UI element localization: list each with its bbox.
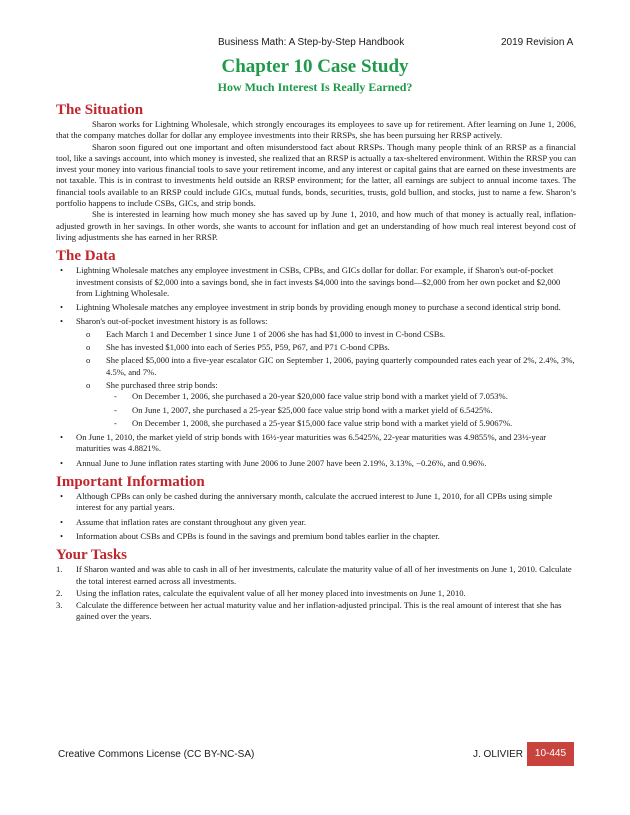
page-subtitle: How Much Interest Is Really Earned? <box>217 80 413 94</box>
list-item: o She purchased three strip bonds: - On December 1, 2006, she purchased a 20-year $20,000 face value strip bond with a market yield of 7.053%. - On June 1, 2007, she purchased a 25-year $25,000 face value strip bond with a market yield of 6.5425%. - On December 1, 2008, she purchased a 25-year $15,000 face value strip bond with a market yield of 5.9067%. <box>76 380 576 429</box>
section-data <box>56 247 576 469</box>
list-item: - On June 1, 2007, she purchased a 25-year $25,000 face value strip bond with a market yield of 6.5425%. <box>114 404 493 415</box>
page-number-badge: 10-445 <box>527 742 574 766</box>
book-title: Business Math: A Step-by-Step Handbook <box>218 37 405 48</box>
list-item: • Information about CSBs and CPBs is found in the savings and premium bond tables earlier in the chapter. <box>60 530 440 541</box>
history-list <box>76 329 576 429</box>
dash-bullet-icon: - <box>114 404 117 415</box>
tasks-heading: Your Tasks <box>56 547 128 564</box>
important-heading: Important Information <box>56 474 205 491</box>
section-tasks <box>56 546 576 622</box>
list-item: • Lightning Wholesale matches any employee investment in strip bonds by providing enough money to purchase a second identical strip bond. <box>60 302 561 313</box>
list-item: - On December 1, 2008, she purchased a 25-year $15,000 face value strip bond with a market yield of 5.9067%. <box>114 417 513 428</box>
list-item: • Assume that inflation rates are constant throughout any given year. <box>60 516 307 527</box>
situation-paragraph: She is interested in learning how much money she has saved up by June 1, 2010, and how much of that money is actually real, inflation-adjusted growth in her savings. In other words, she wants to account for inflation and get an understanding of how much real interest beyond cost of living adjustments she has earned in her RRSP. <box>56 209 576 242</box>
list-item: 1. If Sharon wanted and was able to cash in all of her investments, calculate the maturity value of all of her investments on June 1, 2010. Calculate the total interest earned across all investments. <box>56 564 572 586</box>
page-content <box>56 101 576 624</box>
bullet-icon: • <box>60 302 64 313</box>
data-list <box>56 265 576 469</box>
tasks-list <box>56 564 576 622</box>
circle-bullet-icon: o <box>86 355 91 366</box>
dash-bullet-icon: - <box>114 391 117 402</box>
situation-paragraph: Sharon soon figured out one important and often misunderstood fact about RRSPs. Though many people think of an RRSP as a financial tool, like a savings account, into which money is invested, she realized that an RRSP is actually a tax-sheltered environment. Within the RRSP you can invest your money into various financial tools to save your retirement income, and any interest or capital gains that are earned on these investments are not taxable. This is in contrast to investments held outside an RRSP environment; for the latter, all earnings are subject to annual income taxes. The financial tools available to an RRSP could include GICs, mutual funds, bonds, securities, trusts, gold bullion, and stocks, just to name a few. Sharon’s portfolio happens to include CSBs, GICs, and strip bonds. <box>56 141 576 209</box>
bullet-icon: • <box>60 432 64 443</box>
list-item: • Lightning Wholesale matches any employee investment in CSBs, CPBs, and GICs dollar for dollar. For example, if Sharon's out-of-pocket investment consists of $2,000 into a savings bond, she in fact invests $4,000 into the savings bond—$2,000 from her own pocket and $2,000 from Lightning Wholesale. <box>60 265 561 298</box>
strip-bond-list <box>106 391 576 429</box>
list-item: • On June 1, 2010, the market yield of strip bonds with 16½-year maturities was 6.5425%, 22-year maturities was 4.9855%, and 23½-year maturities was 4.8821%. <box>60 432 547 454</box>
list-item: 3. Calculate the difference between her actual maturity value and her inflation-adjusted principal. This is the real amount of interest that she has gained over the years. <box>56 600 562 622</box>
bullet-icon: • <box>60 516 64 527</box>
section-situation <box>56 101 576 243</box>
list-item: • Sharon's out-of-pocket investment history is as follows: o Each March 1 and December 1 since June 1 of 2006 she has had $1,000 to invest in C-bond CSBs. o She has invested $1,000 into each of Series P55, P59, P67, and P71 C-bond CPBs. o She placed $5,000 into a five-year escalator GIC on September 1, 2006, paying quarterly compounded rates each year of 2%, 2.4%, 3%, 4.5%, and 7%. o She purchased three strip bonds: - On December 1, 2006, she purchased a 20-year $20,000 face value strip bond with a market yield of 7.053%. - On June 1, 2007, she purchased a 25-year $25,000 face value strip bond with a market yield of 6.5425%. - On December 1, 2008, she purchased a 25-year $15,000 face value strip bond with a market yield of 5.9067%. <box>60 316 575 428</box>
data-heading: The Data <box>56 248 116 265</box>
list-item: • Although CPBs can only be cashed during the anniversary month, calculate the accrued interest to June 1, 2010, for all CPBs using simple interest for any partial years. <box>60 491 553 513</box>
running-header <box>0 37 630 51</box>
circle-bullet-icon: o <box>86 379 91 390</box>
list-item: o She has invested $1,000 into each of Series P55, P59, P67, and P71 C-bond CPBs. <box>86 342 390 353</box>
page-title: Chapter 10 Case Study <box>221 56 409 77</box>
list-item: 2. Using the inflation rates, calculate the equivalent value of all her money placed into investments on June 1, 2010. <box>56 587 466 598</box>
situation-heading: The Situation <box>56 102 144 118</box>
list-item: o Each March 1 and December 1 since June 1 of 2006 she has had $1,000 to invest in C-bond CSBs. <box>86 328 446 339</box>
circle-bullet-icon: o <box>86 328 91 339</box>
bullet-icon: • <box>60 491 64 502</box>
circle-bullet-icon: o <box>86 342 91 353</box>
list-item: - On December 1, 2006, she purchased a 20-year $20,000 face value strip bond with a market yield of 7.053%. <box>114 391 508 402</box>
list-item: • Annual June to June inflation rates starting with June 2006 to June 2007 have been 2.19%, 3.13%, −0.26%, and 0.96%. <box>60 457 487 468</box>
bullet-icon: • <box>60 265 64 276</box>
author-name: J. OLIVIER <box>473 749 524 760</box>
bullet-icon: • <box>60 457 64 468</box>
important-list <box>56 491 576 542</box>
page-footer <box>0 742 630 768</box>
section-important <box>56 473 576 542</box>
list-item: o She placed $5,000 into a five-year escalator GIC on September 1, 2006, paying quarterly compounded rates each year of 2%, 2.4%, 3%, 4.5%, and 7%. <box>86 355 575 377</box>
revision-label: 2019 Revision A <box>501 37 574 48</box>
dash-bullet-icon: - <box>114 417 117 428</box>
license-text: Creative Commons License (CC BY-NC-SA) <box>58 749 255 760</box>
bullet-icon: • <box>60 316 64 327</box>
bullet-icon: • <box>60 530 64 541</box>
situation-paragraph: Sharon works for Lightning Wholesale, which strongly encourages its employees to save up for retirement. After learning on June 1, 2006, that the company matches dollar for dollar any employee investments into their RRSPs, she has been pursuing her RRSP actively. <box>56 119 576 141</box>
